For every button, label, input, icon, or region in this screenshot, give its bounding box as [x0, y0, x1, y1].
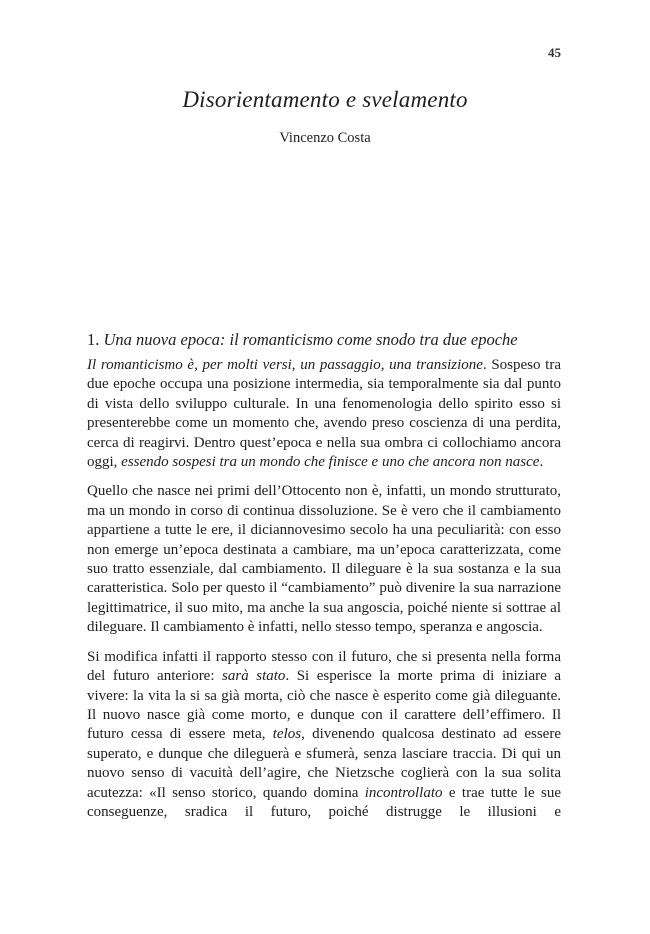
author-name: Vincenzo Costa — [279, 130, 371, 146]
section-heading — [87, 330, 567, 350]
paragraph-1-text-d: . — [539, 454, 544, 471]
paragraph-3-italic-b: sarà stato — [222, 668, 286, 685]
paragraph-2: Quello che nasce nei primi dell’Ottocento non è, infatti, un mondo strutturato, ma un mondo in corso di continua dissoluzione. Se è vero che il cambiamento appartiene a tutte le ere, il diciannovesimo secolo ha una peculiarità: con esso non emerge un’epoca destinata a cambiare, ma un’epoca caratterizzata, come suo tratto essenziale, dal cambiamento. Il dileguare è la sua sostanza e la sua caratteristica. Solo per questo il “cambiamento” può divenire la sua narrazione legittimatrice, il suo mito, ma anche la sua angoscia, poiché niente si sottrae al dileguare. Il cambiamento è infatti, nello stesso tempo, speranza e angoscia. — [87, 483, 561, 636]
page-number: 45 — [548, 45, 561, 60]
paragraph-3-text-c: . Si esperisce la morte prima di iniziare a vivere: la vita la si sa già morta, ciò che nasce è esperito come già dileguante. Il nuovo nasce già come morto, e dunque con il carattere dell’effimero. Il futuro cessa di essere meta, — [87, 668, 562, 743]
paragraph-1 — [87, 356, 561, 472]
paragraph-3-text-e: , divenendo qualcosa destinato ad essere superato, e dunque che dileguerà e sfumerà, senza lasciare traccia. Di qui un nuovo senso di vacuità dell’agire, che Nietzsche coglierà con la sua solita acutezza: «Il senso storico, quando domina — [87, 726, 561, 801]
paragraph-3-text-g: e trae tutte le sue conseguenze, sradica il futuro, poiché distrugge le illusioni e — [87, 784, 561, 820]
paragraph-3 — [87, 648, 561, 823]
section-number: 1. — [87, 330, 100, 349]
paragraph-3-italic-d: telos — [272, 726, 302, 743]
paragraph-1-italic-a: Il romanticismo è, per molti versi, un passaggio, una transizione — [87, 357, 483, 373]
paragraph-3-italic-f: incontrollato — [364, 784, 443, 801]
chapter-title: Disorientamento e svelamento — [182, 87, 468, 112]
body-text — [87, 356, 561, 832]
paragraph-1-italic-c: essendo sospesi tra un mondo che finisce e uno che ancora non nasce — [121, 454, 540, 471]
section-title: Una nuova epoca: il romanticismo come snodo tra due epoche — [103, 330, 518, 349]
paragraph-1-text-b: . Sospeso tra due epoche occupa una posizione intermedia, sia temporalmente sia dal punto di vista dello sviluppo culturale. In una fenomenologia dello spirito esso si presenterebbe come un momento che, avendo preso coscienza di una perdita, cerca di reagirvi. Dentro quest’epoca e nella sua ombra ci collochiamo ancora oggi, — [87, 357, 561, 471]
paragraph-3-text-a: Si modifica infatti il rapporto stesso con il futuro, che si presenta nella forma del futuro anteriore: — [87, 648, 561, 685]
